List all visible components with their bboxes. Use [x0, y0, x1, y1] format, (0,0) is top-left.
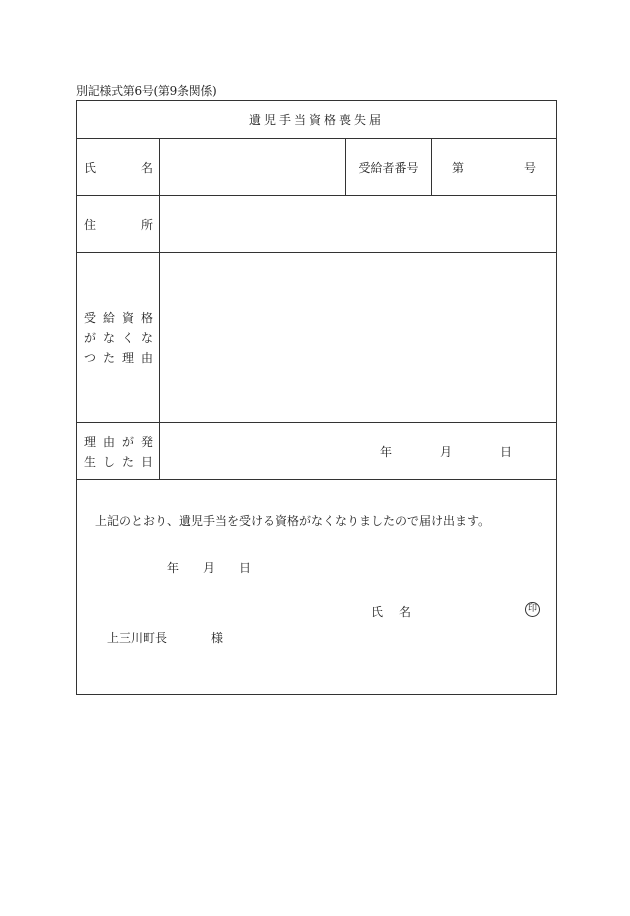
- name-label-char: 氏: [84, 160, 97, 175]
- name-label-char: 氏: [371, 605, 384, 619]
- name-label: [77, 139, 160, 196]
- occurred-label-char: 発: [140, 434, 153, 449]
- declarant-name-label: [371, 603, 411, 620]
- name-field[interactable]: [160, 139, 346, 196]
- declaration-date[interactable]: [167, 559, 251, 576]
- recipient-number-field[interactable]: [432, 139, 557, 196]
- addressee-name: 上三川町長: [107, 631, 168, 645]
- name-label-char: 名: [399, 605, 412, 619]
- reason-label-char: つ: [84, 351, 97, 365]
- day-unit: 日: [500, 444, 513, 459]
- recipient-number-label: 受給者番号: [346, 139, 432, 196]
- seal-mark: 印: [525, 602, 540, 617]
- loss-of-eligibility-form: [76, 100, 557, 695]
- address-label-char: 所: [140, 217, 153, 232]
- address-label-char: 住: [84, 217, 97, 232]
- occurred-label-char: し: [102, 454, 115, 469]
- reason-label-char: 理: [121, 351, 134, 365]
- declaration-text: 上記のとおり、遺児手当を受ける資格がなくなりましたので届け出ます。: [95, 514, 491, 528]
- address-label: [77, 196, 160, 253]
- month-unit: 月: [439, 444, 452, 459]
- reason-label-char: た: [102, 351, 115, 365]
- occurred-date-label: [77, 423, 160, 480]
- reason-label-char: が: [84, 331, 97, 345]
- year-unit: 年: [379, 444, 392, 459]
- number-prefix: 第: [452, 160, 465, 175]
- address-field[interactable]: [160, 196, 557, 253]
- occurred-date-field[interactable]: [160, 423, 557, 480]
- occurred-label-char: 理: [84, 434, 97, 449]
- form-caption: 別記様式第6号(第9条関係): [76, 84, 217, 98]
- reason-label-char: く: [121, 331, 134, 345]
- reason-label-char: 資: [121, 311, 134, 325]
- number-suffix: 号: [524, 160, 537, 175]
- reason-label: [77, 253, 160, 423]
- occurred-label-char: 生: [84, 454, 97, 469]
- name-label-char: 名: [140, 160, 153, 175]
- addressee-honorific: 様: [211, 631, 224, 645]
- reason-label-char: な: [102, 331, 115, 345]
- reason-label-char: 給: [102, 311, 115, 325]
- form-title: 遺児手当資格喪失届: [77, 101, 557, 139]
- occurred-label-char: が: [121, 434, 134, 449]
- occurred-label-char: 由: [102, 434, 115, 449]
- reason-field[interactable]: [160, 253, 557, 423]
- declaration-section: [77, 480, 557, 695]
- addressee: [107, 629, 223, 646]
- reason-label-char: 格: [140, 311, 153, 325]
- occurred-label-char: 日: [140, 454, 153, 469]
- reason-label-char: な: [140, 331, 153, 345]
- day-unit: 日: [239, 561, 252, 575]
- month-unit: 月: [203, 561, 216, 575]
- reason-label-char: 受: [84, 311, 97, 325]
- occurred-label-char: た: [121, 454, 134, 469]
- reason-label-char: 由: [140, 351, 153, 365]
- year-unit: 年: [167, 561, 180, 575]
